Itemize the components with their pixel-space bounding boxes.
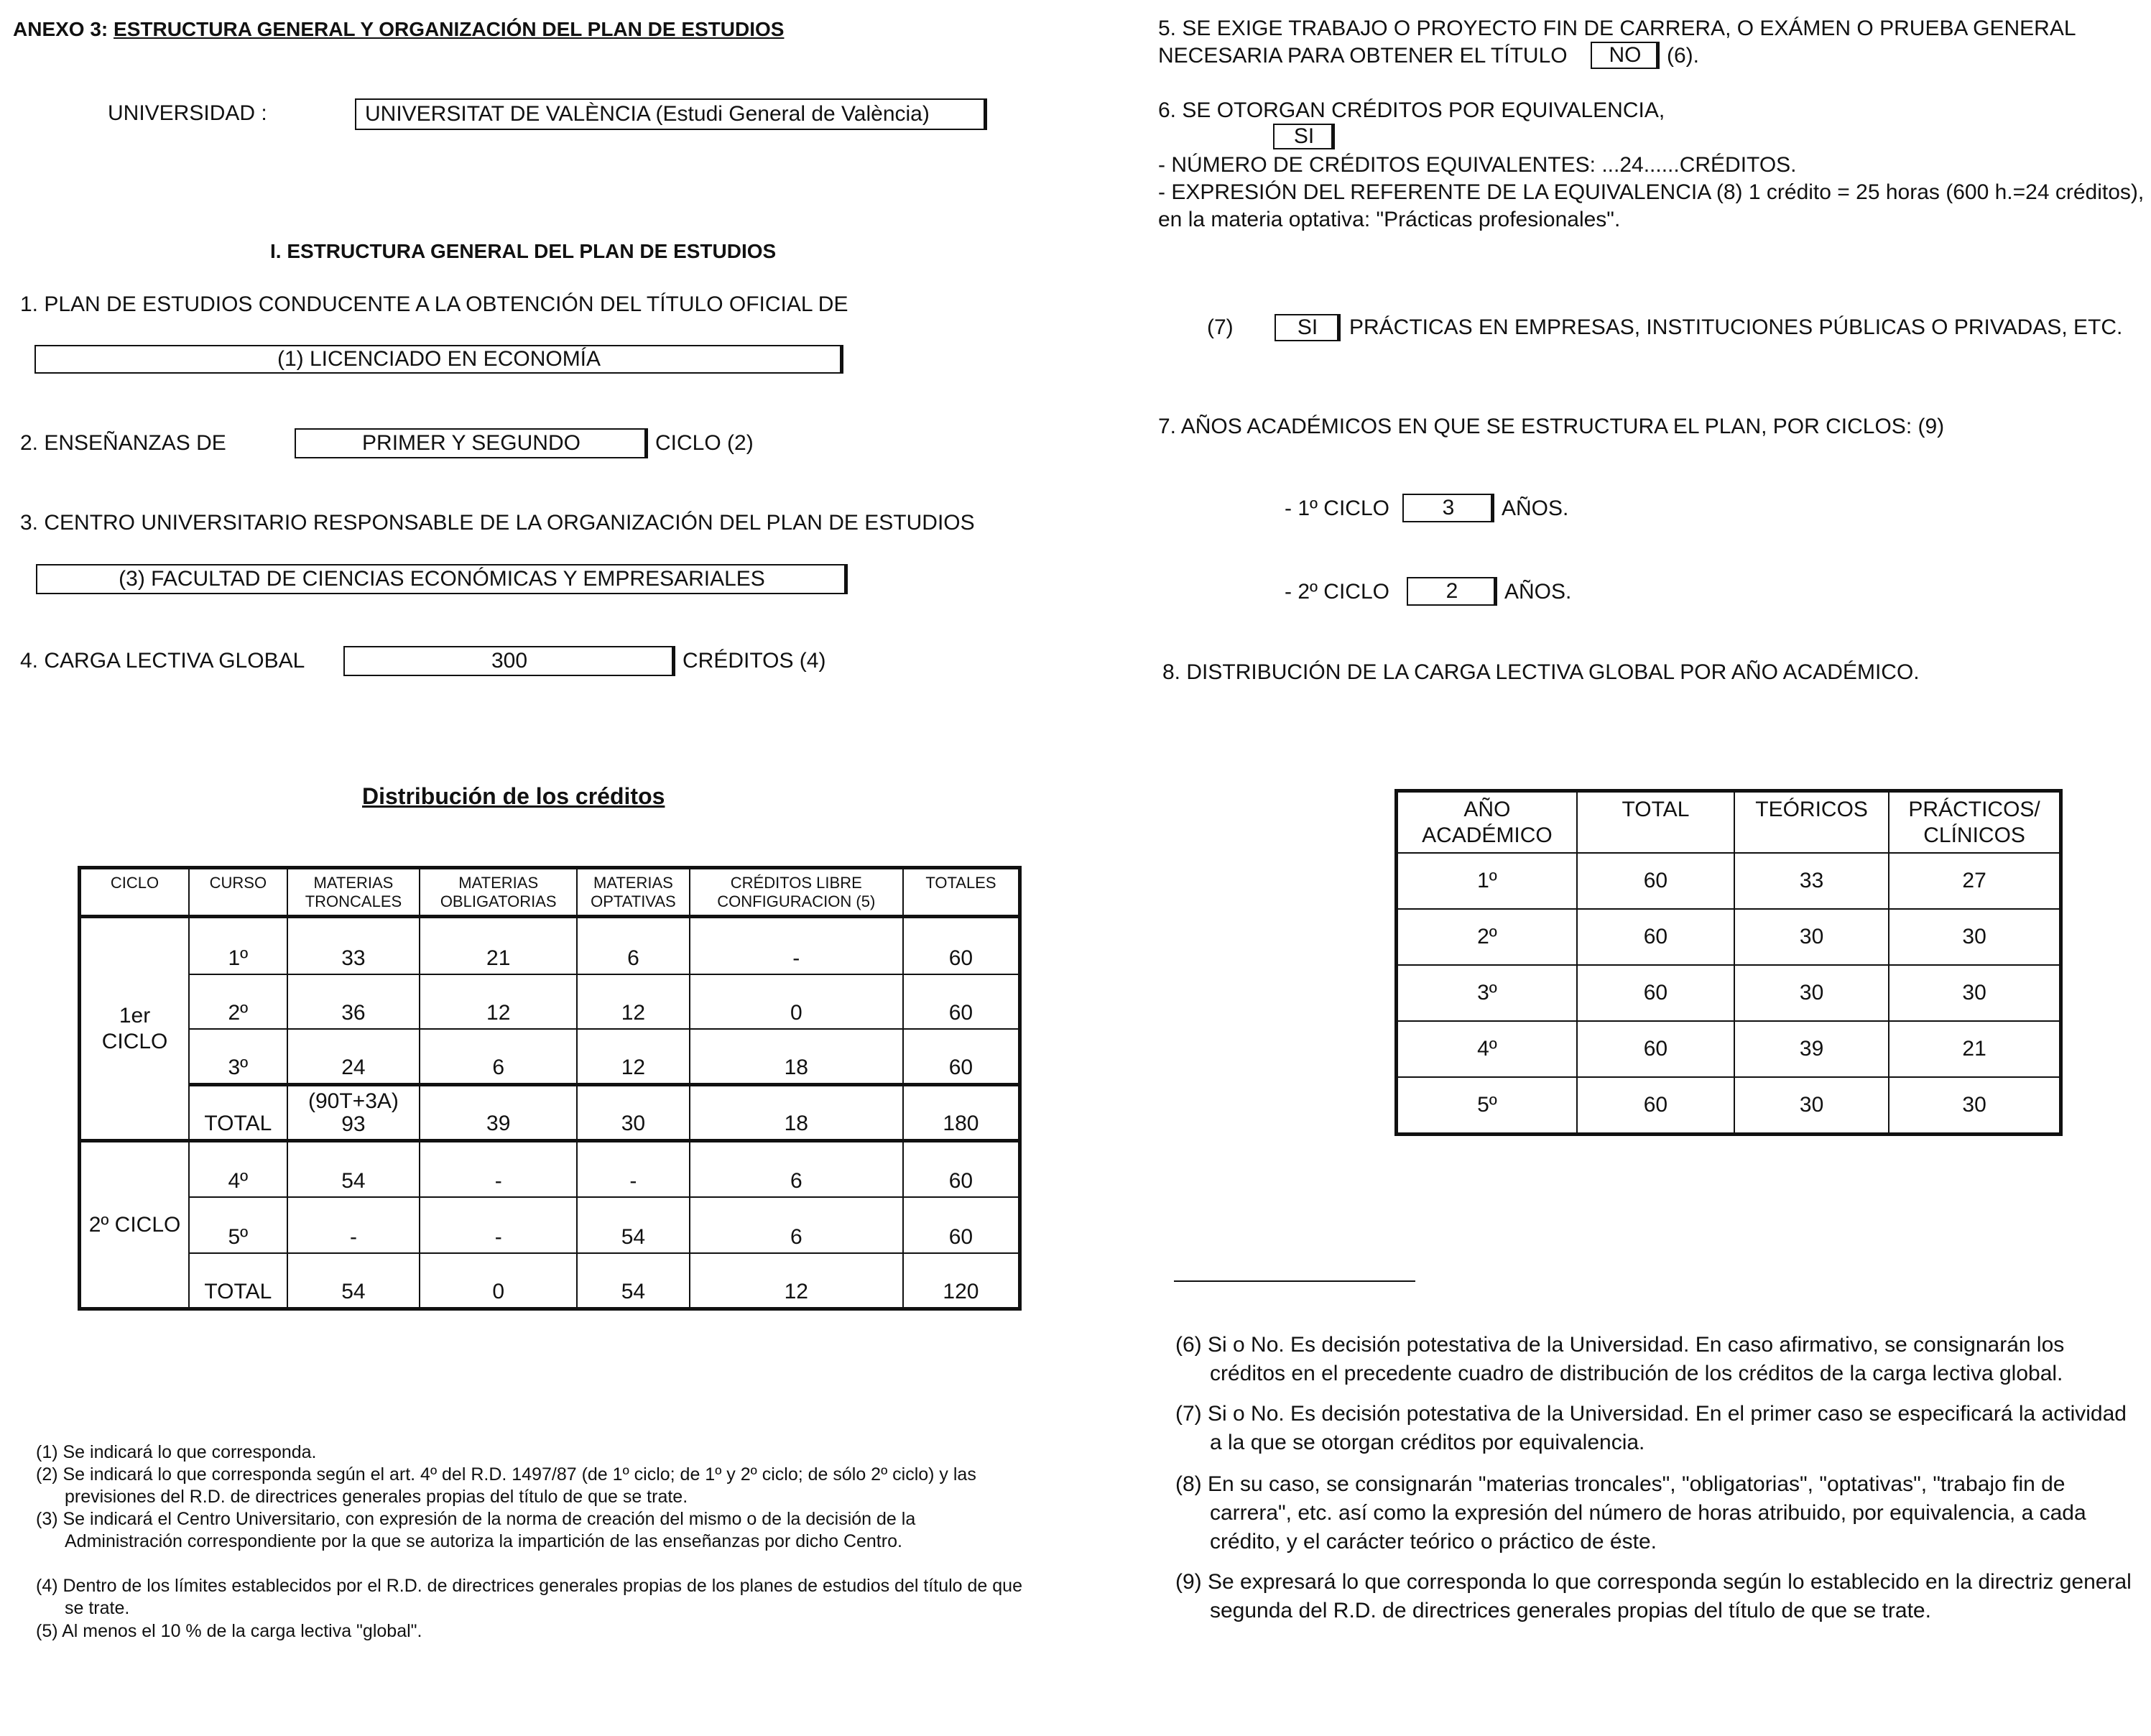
total1-note: (90T+3A): [308, 1089, 399, 1113]
table-cell: 3º: [1397, 965, 1577, 1021]
table-cell: 6: [420, 1029, 577, 1085]
header-libre-config: CRÉDITOS LIBRE CONFIGURACION (5): [690, 868, 903, 917]
table-cell: 2º: [189, 974, 287, 1029]
header-practicos: PRÁCTICOS/ CLÍNICOS: [1889, 791, 2060, 853]
table-cell: -: [420, 1141, 577, 1197]
header-obligatorias: MATERIAS OBLIGATORIAS: [420, 868, 577, 917]
item3-value: (3) FACULTAD DE CIENCIAS ECONÓMICAS Y EMPRESARIALES: [119, 567, 765, 591]
header-ano: AÑO ACADÉMICO: [1397, 791, 1577, 853]
academic-year-table: [1394, 789, 2063, 1136]
footnote-left-5: (5) Al menos el 10 % de la carga lectiva "global".: [36, 1621, 422, 1641]
table-cell: -: [690, 917, 903, 974]
table-cell: 4º: [1397, 1021, 1577, 1077]
item3-field: [36, 564, 848, 594]
footnote-left-1: (1) Se indicará lo que corresponda.: [36, 1442, 317, 1462]
item5-suffix: (6).: [1667, 44, 1699, 68]
table-cell: TOTAL: [189, 1253, 287, 1309]
item7-text: 7. AÑOS ACADÉMICOS EN QUE SE ESTRUCTURA EL PLAN, POR CICLOS: (9): [1158, 415, 1945, 438]
header-troncales: MATERIAS TRONCALES: [287, 868, 420, 917]
header-total: TOTAL: [1577, 791, 1734, 853]
table-cell: 54: [577, 1197, 690, 1253]
footnote-left-2: (2) Se indicará lo que corresponda según el art. 4º del R.D. 1497/87 (de 1º ciclo; de 1º y 2º ciclo; de sólo 2º ciclo) y las previsiones del R.D. de directrices generales propias del título de que se trate.: [36, 1464, 976, 1507]
cycle2-years-field: [1407, 577, 1497, 606]
box-edge: [984, 98, 987, 130]
item7-box-text: PRÁCTICAS EN EMPRESAS, INSTITUCIONES PÚBLICAS O PRIVADAS, ETC.: [1349, 315, 2123, 339]
header-ciclo: CICLO: [80, 868, 190, 917]
table-cell: 60: [1577, 965, 1734, 1021]
table-cell: 18: [690, 1029, 903, 1085]
box-edge: [1494, 577, 1497, 606]
table-cell: 12: [577, 1029, 690, 1085]
footnote-right-6: (6) Si o No. Es decisión potestativa de la Universidad. En caso afirmativo, se consignarán los créditos en el precedente cuadro de distribución de los créditos de la carga lectiva global.: [1175, 1333, 2065, 1385]
box-edge: [844, 564, 848, 594]
cycle2-label: 2º CICLO: [80, 1141, 190, 1309]
cycle1-years-value: 3: [1442, 496, 1455, 520]
table-cell: 5º: [1397, 1077, 1577, 1135]
cycle2-years-value: 2: [1445, 579, 1458, 603]
cycle1-label: 1er CICLO: [80, 917, 190, 1141]
table-cell: 60: [1577, 909, 1734, 965]
cycle2-years-label: - 2º CICLO: [1285, 580, 1389, 604]
table-cell: 39: [1734, 1021, 1889, 1077]
table-cell: 21: [420, 917, 577, 974]
table-cell: 21: [1889, 1021, 2060, 1077]
total1-value: 93: [341, 1112, 366, 1136]
item1-value: (1) LICENCIADO EN ECONOMÍA: [277, 347, 601, 371]
item6-line3: - EXPRESIÓN DEL REFERENTE DE LA EQUIVALENCIA (8) 1 crédito = 25 horas (600 h.=24 créditos),: [1158, 180, 2145, 204]
universidad-value: UNIVERSITAT DE VALÈNCIA (Estudi General de València): [365, 102, 930, 126]
footnote-right-7: (7) Si o No. Es decisión potestativa de la Universidad. En el primer caso se especificará la actividad a la que se otorgan créditos por equivalencia.: [1175, 1402, 2127, 1454]
item8-text: 8. DISTRIBUCIÓN DE LA CARGA LECTIVA GLOBAL POR AÑO ACADÉMICO.: [1162, 660, 1920, 684]
cycle1-years-label: - 1º CICLO: [1285, 497, 1389, 520]
item7-box-label: (7): [1207, 315, 1234, 339]
box-edge: [1331, 124, 1335, 149]
header-totales: TOTALES: [903, 868, 1020, 917]
table-cell: 33: [287, 917, 420, 974]
item6-field: [1273, 124, 1335, 149]
footnote-left-3: (3) Se indicará el Centro Universitario, con expresión de la norma de creación del mismo o de la decisión de la Administración correspondiente por la que se autoriza la impartición de las enseñanzas por dicho Centro.: [36, 1509, 916, 1551]
footnote-left-4: (4) Dentro de los límites establecidos por el R.D. de directrices generales propias de los planes de estudios del título de que se trate.: [36, 1576, 1022, 1618]
universidad-label: UNIVERSIDAD :: [108, 101, 267, 125]
table-cell: 60: [903, 974, 1020, 1029]
box-edge: [1656, 42, 1660, 69]
box-edge: [644, 428, 648, 458]
table-cell: 0: [690, 974, 903, 1029]
item4-suffix: CRÉDITOS (4): [683, 649, 826, 673]
universidad-field: [355, 98, 987, 130]
item6-line4: en la materia optativa: "Prácticas profesionales".: [1158, 208, 1621, 231]
table-cell: 60: [1577, 853, 1734, 909]
table-cell: 30: [1889, 965, 2060, 1021]
table-cell: 30: [1734, 1077, 1889, 1135]
table-cell: 30: [1889, 909, 2060, 965]
table-cell: 180: [903, 1085, 1020, 1141]
table-cell: 54: [287, 1141, 420, 1197]
table-cell: 1º: [189, 917, 287, 974]
table-cell: 24: [287, 1029, 420, 1085]
item4-label: 4. CARGA LECTIVA GLOBAL: [20, 649, 305, 673]
header-curso: CURSO: [189, 868, 287, 917]
table-cell: 36: [287, 974, 420, 1029]
table-cell: 0: [420, 1253, 577, 1309]
item2-value: PRIMER Y SEGUNDO: [362, 431, 580, 455]
table-cell: 30: [1734, 909, 1889, 965]
table-cell: 33: [1734, 853, 1889, 909]
box-edge: [672, 646, 675, 676]
table-cell: 60: [903, 1141, 1020, 1197]
table-cell: 54: [287, 1253, 420, 1309]
footnote-right-9: (9) Se expresará lo que corresponda lo que corresponda según lo establecido en la directriz general segunda del R.D. de directrices generales propias del título de que se trate.: [1175, 1570, 2132, 1622]
item4-field: [343, 646, 675, 676]
item7-box-field: [1275, 314, 1341, 341]
table-cell: 27: [1889, 853, 2060, 909]
table-cell: 60: [1577, 1077, 1734, 1135]
box-edge: [840, 345, 843, 374]
item5-line1: 5. SE EXIGE TRABAJO O PROYECTO FIN DE CARRERA, O EXÁMEN O PRUEBA GENERAL: [1158, 17, 2076, 40]
table-cell: 60: [903, 1197, 1020, 1253]
table-cell: 5º: [189, 1197, 287, 1253]
item3-text: 3. CENTRO UNIVERSITARIO RESPONSABLE DE LA ORGANIZACIÓN DEL PLAN DE ESTUDIOS: [20, 511, 975, 535]
table-cell: 2º: [1397, 909, 1577, 965]
item2-field: [295, 428, 648, 458]
item5-value: NO: [1609, 43, 1642, 67]
footnote-separator: [1174, 1280, 1415, 1282]
table-cell: -: [577, 1141, 690, 1197]
header-teoricos: TEÓRICOS: [1734, 791, 1889, 853]
table-cell: -: [287, 1197, 420, 1253]
section-title: I. ESTRUCTURA GENERAL DEL PLAN DE ESTUDIOS: [270, 240, 777, 262]
table-cell: 30: [1734, 965, 1889, 1021]
item6-line2: - NÚMERO DE CRÉDITOS EQUIVALENTES: ...24......CRÉDITOS.: [1158, 153, 1797, 177]
table-cell: 3º: [189, 1029, 287, 1085]
table-cell: 4º: [189, 1141, 287, 1197]
cycle1-years-unit: AÑOS.: [1502, 497, 1569, 520]
item4-value: 300: [491, 649, 528, 673]
table-cell: 54: [577, 1253, 690, 1309]
item7-box-value: SI: [1297, 315, 1318, 339]
table-cell: -: [420, 1197, 577, 1253]
table-cell: 6: [690, 1197, 903, 1253]
table-cell: 30: [1889, 1077, 2060, 1135]
table-cell: 120: [903, 1253, 1020, 1309]
table-cell: 18: [690, 1085, 903, 1141]
table-cell: 6: [577, 917, 690, 974]
table-cell: 39: [420, 1085, 577, 1141]
item2-suffix: CICLO (2): [655, 431, 754, 455]
total1-troncales-cell: [287, 1085, 420, 1141]
footnote-right-8: (8) En su caso, se consignarán "materias troncales", "obligatorias", "optativas", "trabajo fin de carrera", etc. así como la expresión del número de horas atribuido, por equivalencia, a cada crédito, y el carácter teórico o práctico de éste.: [1175, 1472, 2086, 1553]
box-edge: [1337, 314, 1341, 341]
item6-value: SI: [1293, 124, 1315, 148]
table-cell: 12: [420, 974, 577, 1029]
table-cell: 6: [690, 1141, 903, 1197]
credit-distribution-table: [78, 866, 1022, 1311]
table-cell: 12: [577, 974, 690, 1029]
cycle2-years-unit: AÑOS.: [1504, 580, 1572, 604]
item5-line2: NECESARIA PARA OBTENER EL TÍTULO: [1158, 44, 1568, 68]
item5-field: [1591, 42, 1660, 69]
annex-heading: [13, 17, 784, 42]
table-cell: 60: [903, 1029, 1020, 1085]
table-cell: 60: [1577, 1021, 1734, 1077]
table-cell: TOTAL: [189, 1085, 287, 1141]
item1-text: 1. PLAN DE ESTUDIOS CONDUCENTE A LA OBTENCIÓN DEL TÍTULO OFICIAL DE: [20, 292, 848, 316]
table-cell: 30: [577, 1085, 690, 1141]
item6-line1: 6. SE OTORGAN CRÉDITOS POR EQUIVALENCIA,: [1158, 98, 1665, 122]
table-cell: 12: [690, 1253, 903, 1309]
item2-label: 2. ENSEÑANZAS DE: [20, 431, 226, 455]
table-cell: 1º: [1397, 853, 1577, 909]
annex-prefix: ANEXO 3:: [13, 18, 108, 40]
table-cell: 60: [903, 917, 1020, 974]
cycle1-years-field: [1402, 494, 1494, 522]
header-optativas: MATERIAS OPTATIVAS: [577, 868, 690, 917]
item1-field: [34, 345, 843, 374]
annex-title: ESTRUCTURA GENERAL Y ORGANIZACIÓN DEL PLAN DE ESTUDIOS: [114, 18, 785, 40]
box-edge: [1491, 494, 1494, 522]
distribution-title: Distribución de los créditos: [362, 783, 665, 809]
